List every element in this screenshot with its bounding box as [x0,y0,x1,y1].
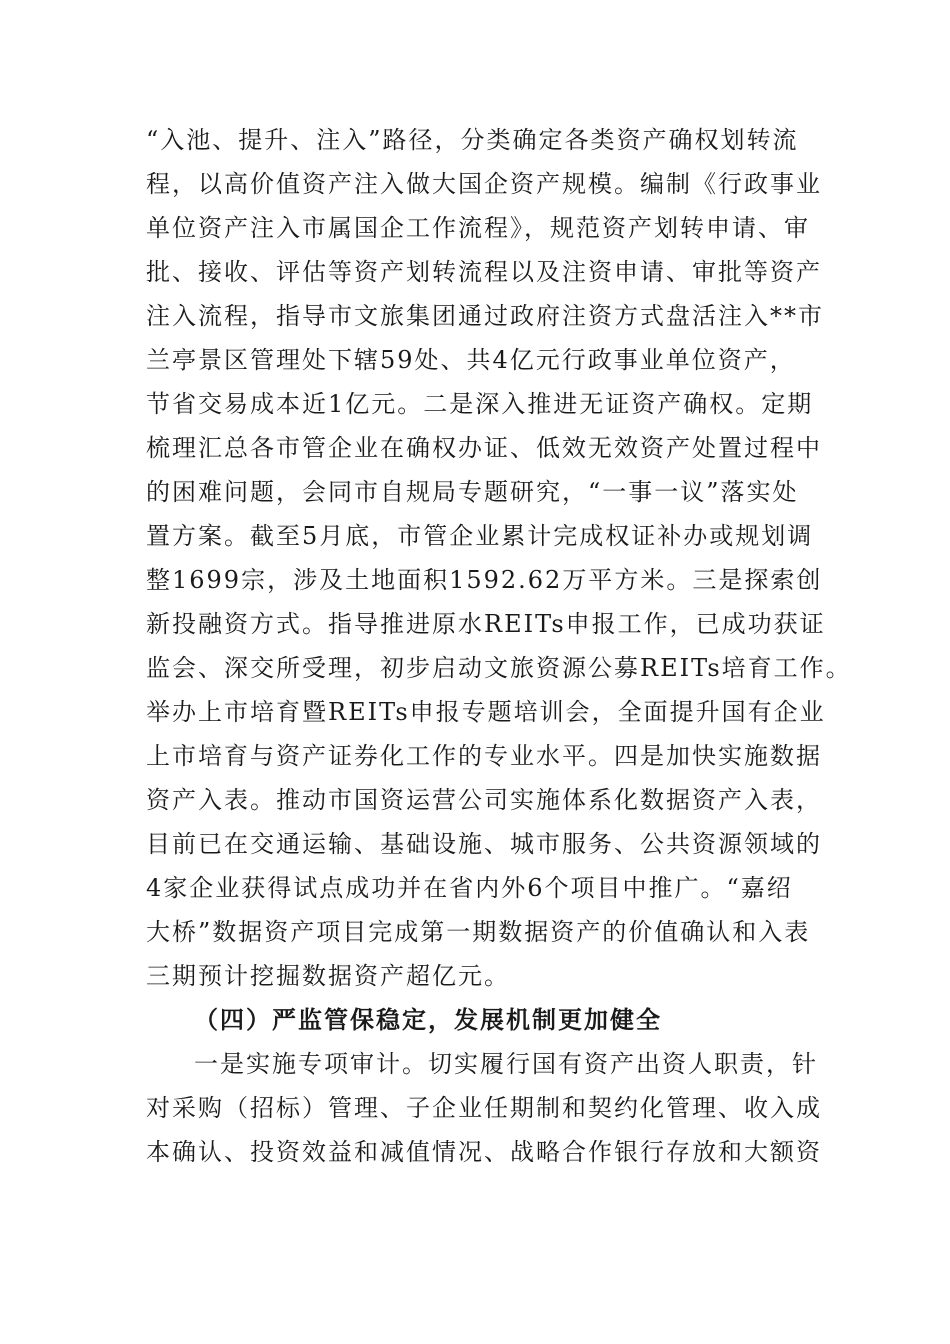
text-line: 对采购（招标）管理、子企业任期制和契约化管理、收入成 [146,1094,822,1122]
text-line: 监会、深交所受理，初步启动文旅资源公募REITs培育工作。 [146,654,852,682]
text-line: “入池、提升、注入”路径，分类确定各类资产确权划转流 [146,126,799,154]
text-line: 4家企业获得试点成功并在省内外6个项目中推广。“嘉绍 [146,874,793,902]
text-line: 注入流程，指导市文旅集团通过政府注资方式盘活注入**市 [146,302,824,330]
text-line: 目前已在交通运输、基础设施、城市服务、公共资源领域的 [146,830,822,858]
text-line: 节省交易成本近1亿元。二是深入推进无证资产确权。定期 [146,390,814,418]
text-line: 举办上市培育暨REITs申报专题培训会，全面提升国有企业 [146,698,826,726]
text-line: 大桥”数据资产项目完成第一期数据资产的价值确认和入表 [146,918,811,946]
text-line: 三期预计挖掘数据资产超亿元。 [146,962,510,990]
text-line: 资产入表。推动市国资运营公司实施体系化数据资产入表， [146,786,822,814]
text-line: 一是实施专项审计。切实履行国有资产出资人职责，针 [194,1050,818,1078]
text-line: 本确认、投资效益和减值情况、战略合作银行存放和大额资 [146,1138,822,1166]
text-line: 新投融资方式。指导推进原水REITs申报工作，已成功获证 [146,610,826,638]
text-line: 上市培育与资产证券化工作的专业水平。四是加快实施数据 [146,742,822,770]
body-text [146,118,852,1174]
section-heading: （四）严监管保稳定，发展机制更加健全 [194,1005,662,1034]
text-line: 程，以高价值资产注入做大国企资产规模。编制《行政事业 [146,170,822,198]
text-line: 兰亭景区管理处下辖59处、共4亿元行政事业单位资产， [146,346,796,374]
text-line: 置方案。截至5月底，市管企业累计完成权证补办或规划调 [146,522,814,550]
text-line: 单位资产注入市属国企工作流程》，规范资产划转申请、审 [146,214,810,242]
text-line: 梳理汇总各市管企业在确权办证、低效无效资产处置过程中 [146,434,822,462]
text-line: 批、接收、评估等资产划转流程以及注资申请、审批等资产 [146,258,822,286]
text-line: 整1699宗，涉及土地面积1592.62万平方米。三是探索创 [146,566,823,594]
text-line: 的困难问题，会同市自规局专题研究，“一事一议”落实处 [146,478,799,506]
